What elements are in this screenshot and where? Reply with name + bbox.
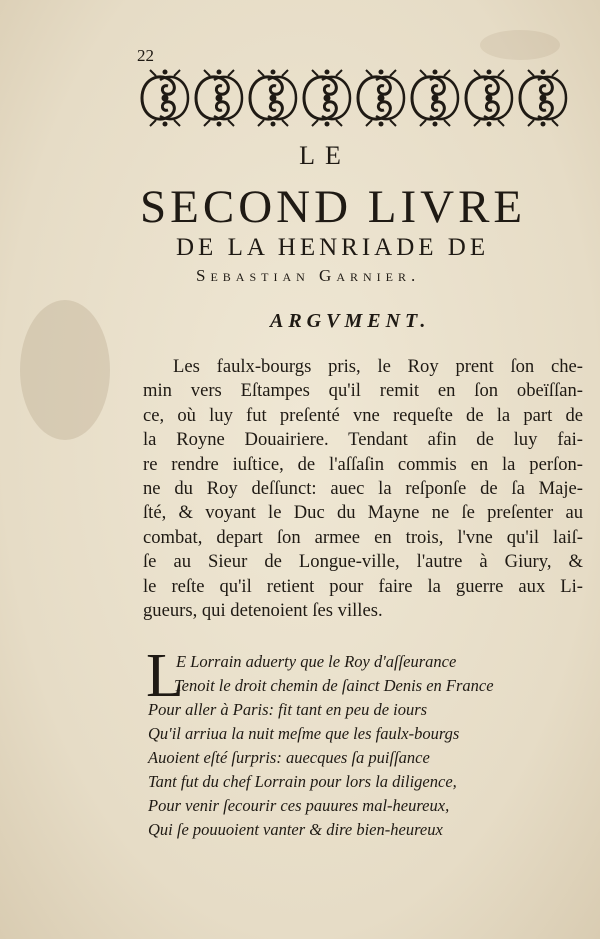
book-title: SECOND LIVRE xyxy=(140,181,527,233)
argument-paragraph xyxy=(143,355,583,623)
page-number: 22 xyxy=(137,46,154,65)
poem-line: Auoient eſté ſurpris: auecques ſa puiſſance xyxy=(148,748,430,767)
poem-verses xyxy=(146,642,568,842)
argument-line: gueurs, qui detenoient ſes villes. xyxy=(143,600,383,622)
argument-line: combat, depart ſon armee en trois, l'vne qu'il laiſ- xyxy=(143,526,583,548)
poem-line: Pour aller à Paris: fit tant en peu de iours xyxy=(148,700,428,719)
argument-line: ce, où luy fut preſenté vne requeſte de la part de xyxy=(143,404,583,426)
heading-le: LE xyxy=(299,141,351,170)
poem-line: Tenoit le droit chemin de ſainct Denis en France xyxy=(174,676,494,695)
argument-line: Les faulx-bourgs pris, le Roy prent ſon che- xyxy=(173,356,583,377)
argument-line: re rendre iuſtice, de l'aſſaſin commis en la perſon- xyxy=(143,453,583,475)
poem-line: Pour venir ſecourir ces pauures mal-heureux, xyxy=(148,796,450,815)
poem-line: E Lorrain aduerty que le Roy d'aſſeurance xyxy=(176,652,457,671)
author-name: Sebastian Garnier. xyxy=(196,266,421,285)
paper-stain xyxy=(20,300,110,440)
argument-heading: ARGVMENT. xyxy=(270,310,431,332)
paper-stain xyxy=(480,30,560,60)
poem-line: Tant fut du chef Lorrain pour lors la diligence, xyxy=(148,772,457,791)
argument-line: ſe au Sieur de Longue-ville, l'autre à Giury, & xyxy=(143,551,583,573)
poem-line: Qui ſe pouuoient vanter & dire bien-heureux xyxy=(148,820,443,839)
poem-drop-cap: L xyxy=(146,642,184,710)
book-subtitle: DE LA HENRIADE DE xyxy=(176,234,490,261)
poem-line: Qu'il arriua la nuit meſme que les faulx-bourgs xyxy=(148,724,460,743)
argument-line: ne du Roy deſſunct: auec la reſponſe de ſa Maje- xyxy=(143,478,583,500)
argument-line: ſté, & voyant le Duc du Mayne ne ſe preſenter au xyxy=(143,502,583,524)
argument-line: la Royne Douairiere. Tendant afin de luy fai- xyxy=(143,429,583,451)
argument-line: min vers Eſtampes qu'il remit en ſon obeïſſan- xyxy=(143,380,583,402)
ornamental-header-band-icon xyxy=(138,66,570,130)
argument-line: le reſte qu'il retient pour faire la guerre aux Li- xyxy=(143,575,583,597)
